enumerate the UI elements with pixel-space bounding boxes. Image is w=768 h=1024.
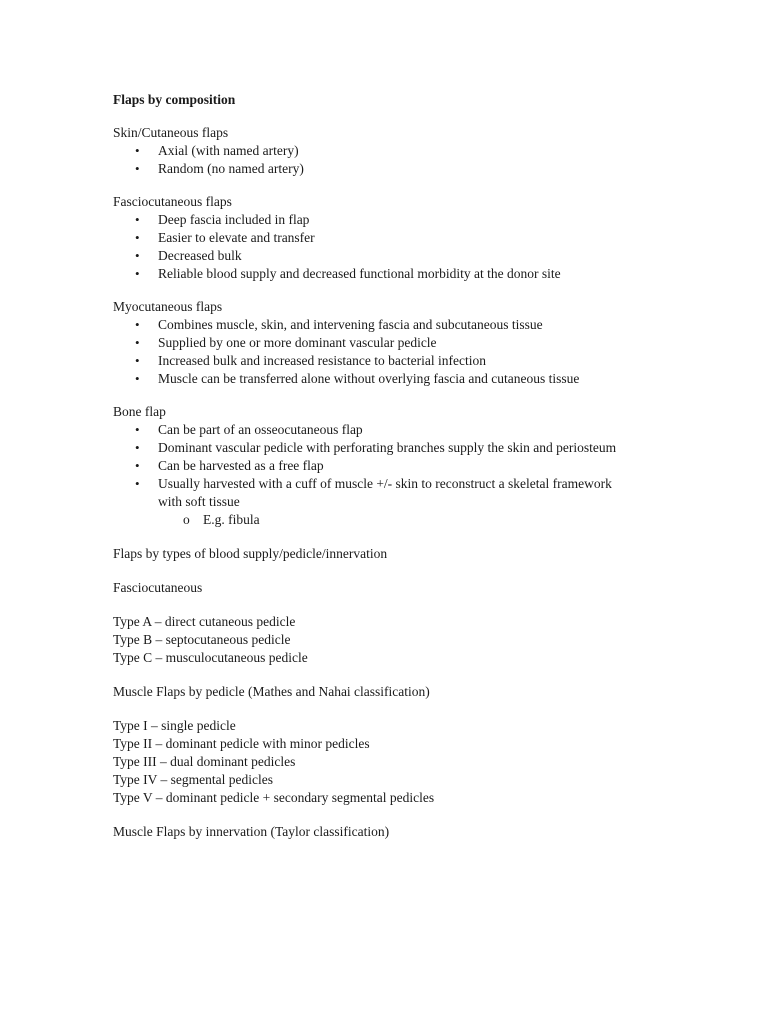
bone-list (113, 421, 673, 511)
sub-list-item: o E.g. fibula (183, 512, 260, 527)
list-item: • Random (no named artery) (135, 161, 304, 176)
circle-bullet-icon: o (183, 512, 190, 527)
group-heading-myocutaneous: Myocutaneous flaps (113, 299, 223, 314)
bullet-icon: • (135, 458, 140, 473)
bullet-icon: • (135, 143, 140, 158)
bullet-icon: • (135, 230, 140, 245)
list-item: Type V – dominant pedicle + secondary segmental pedicles (113, 790, 435, 805)
list-item: • Usually harvested with a cuff of muscle +/- skin to reconstruct a skeletal framework with soft tissue (135, 476, 612, 509)
bullet-icon: • (135, 161, 140, 176)
bullet-icon: • (135, 422, 140, 437)
muscle-pedicle-heading: Muscle Flaps by pedicle (Mathes and Nahai classification) (113, 684, 430, 699)
section-title-blood-supply: Flaps by types of blood supply/pedicle/innervation (113, 546, 388, 561)
bullet-icon: • (135, 440, 140, 455)
bullet-icon: • (135, 266, 140, 281)
document-content (113, 91, 673, 841)
fasciocutaneous-list (113, 211, 673, 283)
fasciocutaneous-heading: Fasciocutaneous (113, 580, 203, 595)
bullet-icon: • (135, 317, 140, 332)
list-item: • Can be harvested as a free flap (135, 458, 324, 473)
list-item: • Easier to elevate and transfer (135, 230, 315, 245)
list-item: Type C – musculocutaneous pedicle (113, 650, 308, 665)
bullet-icon: • (135, 212, 140, 227)
list-item: Type A – direct cutaneous pedicle (113, 614, 296, 629)
list-item: • Increased bulk and increased resistance to bacterial infection (135, 353, 486, 368)
list-item: • Decreased bulk (135, 248, 242, 263)
bone-sublist (113, 511, 673, 529)
group-heading-bone: Bone flap (113, 404, 166, 419)
list-item: • Muscle can be transferred alone without overlying fascia and cutaneous tissue (135, 371, 580, 386)
list-item: • Combines muscle, skin, and intervening fascia and subcutaneous tissue (135, 317, 543, 332)
group-heading-fasciocutaneous: Fasciocutaneous flaps (113, 194, 232, 209)
list-item: • Deep fascia included in flap (135, 212, 310, 227)
list-item: Type I – single pedicle (113, 718, 236, 733)
list-item: • Axial (with named artery) (135, 143, 299, 158)
list-item: • Can be part of an osseocutaneous flap (135, 422, 363, 437)
list-item: Type B – septocutaneous pedicle (113, 632, 291, 647)
section-title-composition: Flaps by composition (113, 92, 236, 107)
bullet-icon: • (135, 371, 140, 386)
list-item: Type IV – segmental pedicles (113, 772, 274, 787)
bullet-icon: • (135, 335, 140, 350)
muscle-innervation-heading: Muscle Flaps by innervation (Taylor classification) (113, 824, 390, 839)
list-item: • Supplied by one or more dominant vascular pedicle (135, 335, 437, 350)
list-item: • Reliable blood supply and decreased functional morbidity at the donor site (135, 266, 561, 281)
skin-list (113, 142, 673, 178)
list-item: Type III – dual dominant pedicles (113, 754, 296, 769)
bullet-icon: • (135, 353, 140, 368)
bullet-icon: • (135, 248, 140, 263)
list-item: • Dominant vascular pedicle with perforating branches supply the skin and periosteum (135, 440, 617, 455)
myocutaneous-list (113, 316, 673, 388)
group-heading-skin: Skin/Cutaneous flaps (113, 125, 229, 140)
bullet-icon: • (135, 476, 140, 491)
list-item: Type II – dominant pedicle with minor pedicles (113, 736, 370, 751)
